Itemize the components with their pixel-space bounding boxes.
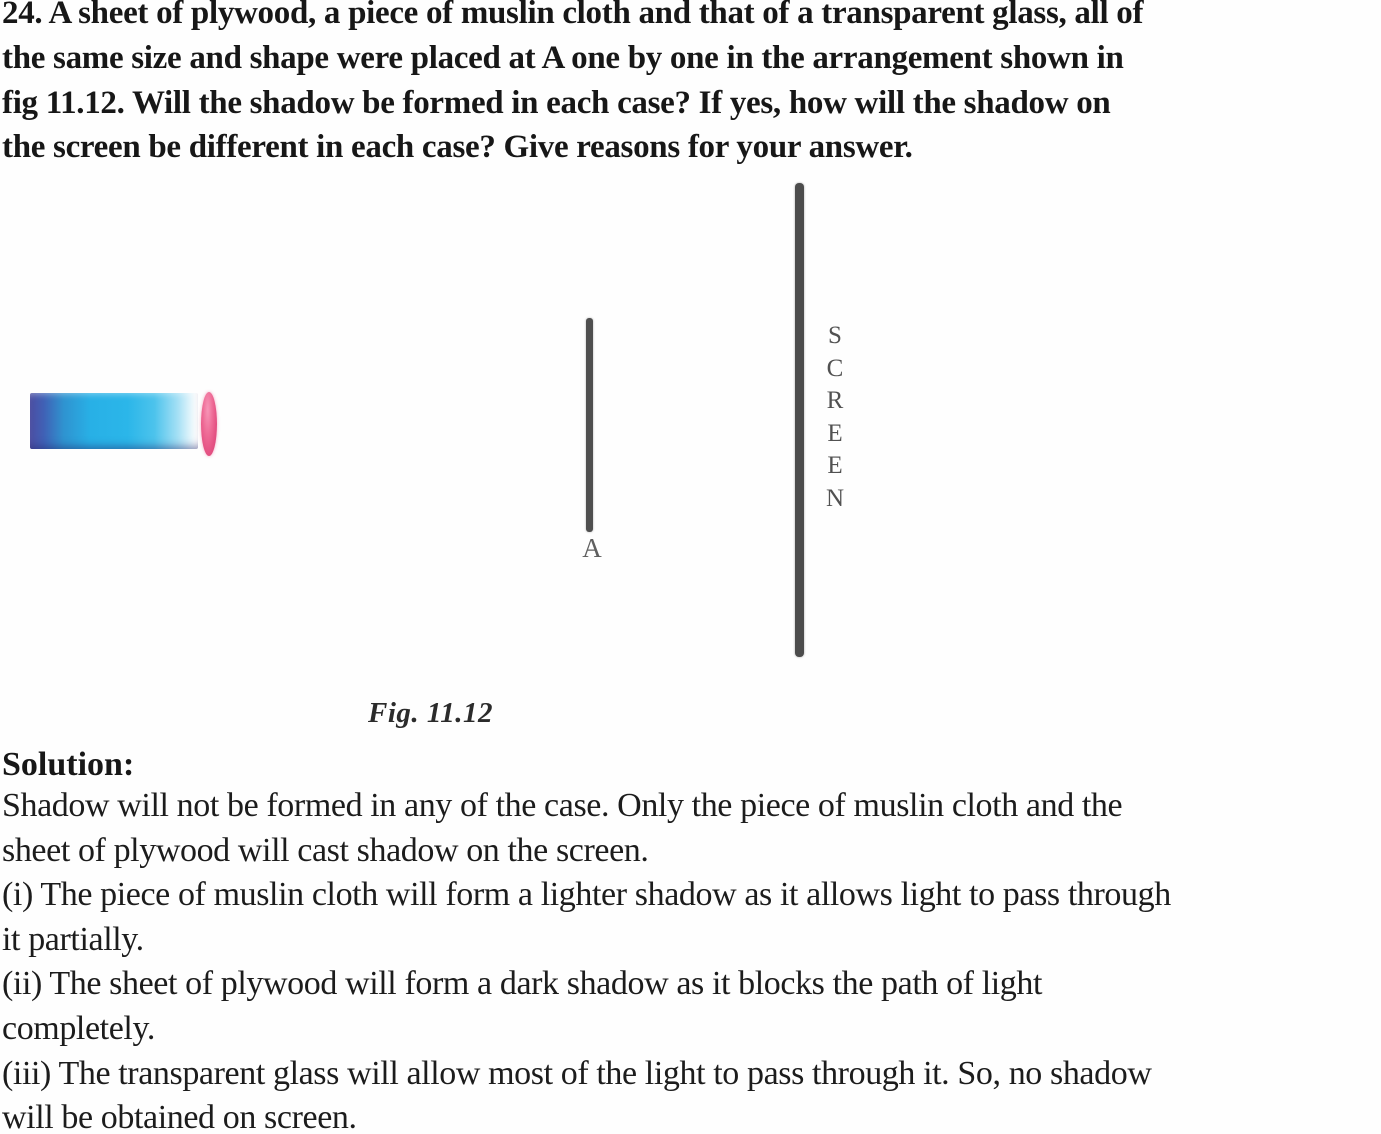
solution-line: it partially.: [2, 920, 144, 958]
screen-line: [795, 183, 804, 657]
object-position-label: A: [582, 533, 602, 563]
solution-line: Shadow will not be formed in any of the case. Only the piece of muslin cloth and the: [2, 787, 1123, 824]
question-line: fig 11.12. Will the shadow be formed in each case? If yes, how will the shadow on: [2, 84, 1111, 121]
solution-line: completely.: [2, 1009, 155, 1047]
screen-letter: C: [826, 354, 844, 382]
screen-letter: N: [825, 484, 845, 512]
torch-body: [30, 393, 198, 449]
solution-line: sheet of plywood will cast shadow on the screen.: [2, 831, 649, 869]
question-line: the screen be different in each case? Give reasons for your answer.: [2, 129, 913, 166]
figure-caption: Fig. 11.12: [368, 697, 494, 729]
solution-line: (i) The piece of muslin cloth will form a lighter shadow as it allows light to pass through: [2, 876, 1171, 914]
screen-label: [818, 320, 852, 515]
torch-icon: [30, 392, 220, 456]
solution-line: will be obtained on screen.: [2, 1099, 357, 1134]
screen-letter: E: [827, 419, 843, 447]
solution-heading: Solution:: [2, 746, 135, 783]
screen-letter: E: [827, 452, 843, 479]
solution-line: (ii) The sheet of plywood will form a dark shadow as it blocks the path of light: [2, 965, 1043, 1003]
torch-lens: [201, 392, 217, 456]
solution-line: (iii) The transparent glass will allow most of the light to pass through it. So, no shadow: [2, 1054, 1152, 1092]
screen-letter: S: [828, 322, 842, 349]
screen-letter: R: [826, 387, 844, 414]
question-line: the same size and shape were placed at A one by one in the arrangement shown in: [2, 39, 1124, 76]
solution-text: [2, 784, 1381, 1134]
question-line: 24. A sheet of plywood, a piece of muslin cloth and that of a transparent glass, all of: [2, 0, 1144, 31]
object-position-line: [586, 318, 593, 532]
